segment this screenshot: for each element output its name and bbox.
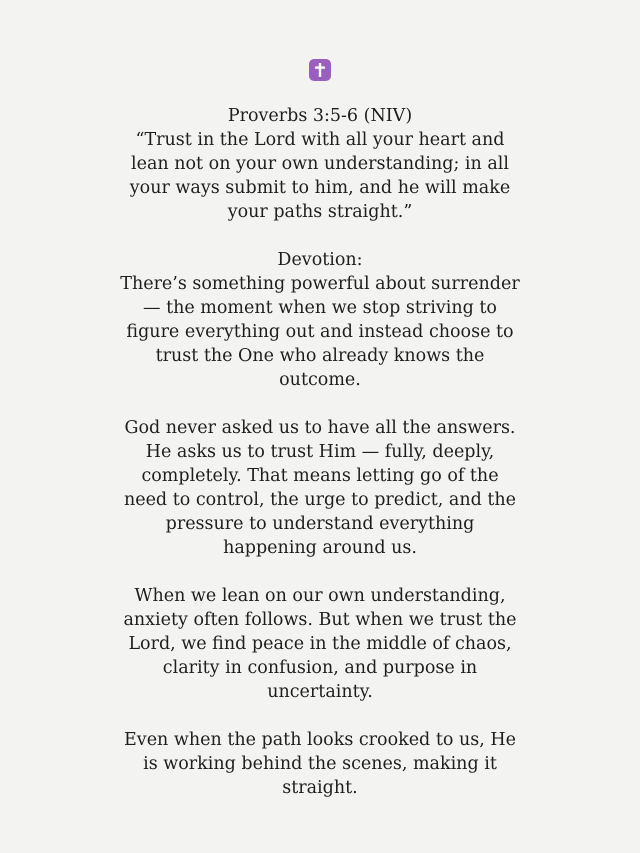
devotion-heading: Devotion: <box>277 250 363 270</box>
verse-text: “Trust in the Lord with all your heart and lean not on your own understanding; in all your ways submit to him, and he will make your paths straight.” <box>129 130 511 222</box>
devotion-paragraph: When we lean on our own understanding, anxiety often follows. But when we trust the Lord, we find peace in the middle of chaos, clarity in confusion, and purpose in uncertainty. <box>123 586 517 702</box>
spacer <box>120 392 520 416</box>
devotion-paragraph: Even when the path looks crooked to us, He is working behind the scenes, making it straight. <box>124 730 516 798</box>
devotion-paragraph: God never asked us to have all the answers. He asks us to trust Him — fully, deeply, completely. That means letting go of the need to control, the urge to predict, and the pressure to understand everything happening around us. <box>123 418 517 558</box>
spacer <box>120 560 520 584</box>
spacer <box>120 224 520 248</box>
cross-glyph <box>313 62 327 78</box>
devotion-paragraph: There’s something powerful about surrender — the moment when we stop striving to figure everything out and instead choose to trust the One who already knows the outcome. <box>120 274 520 390</box>
devotional-text <box>120 104 520 800</box>
spacer <box>120 704 520 728</box>
latin-cross-icon <box>309 59 331 81</box>
verse-reference: Proverbs 3:5-6 (NIV) <box>227 106 413 126</box>
